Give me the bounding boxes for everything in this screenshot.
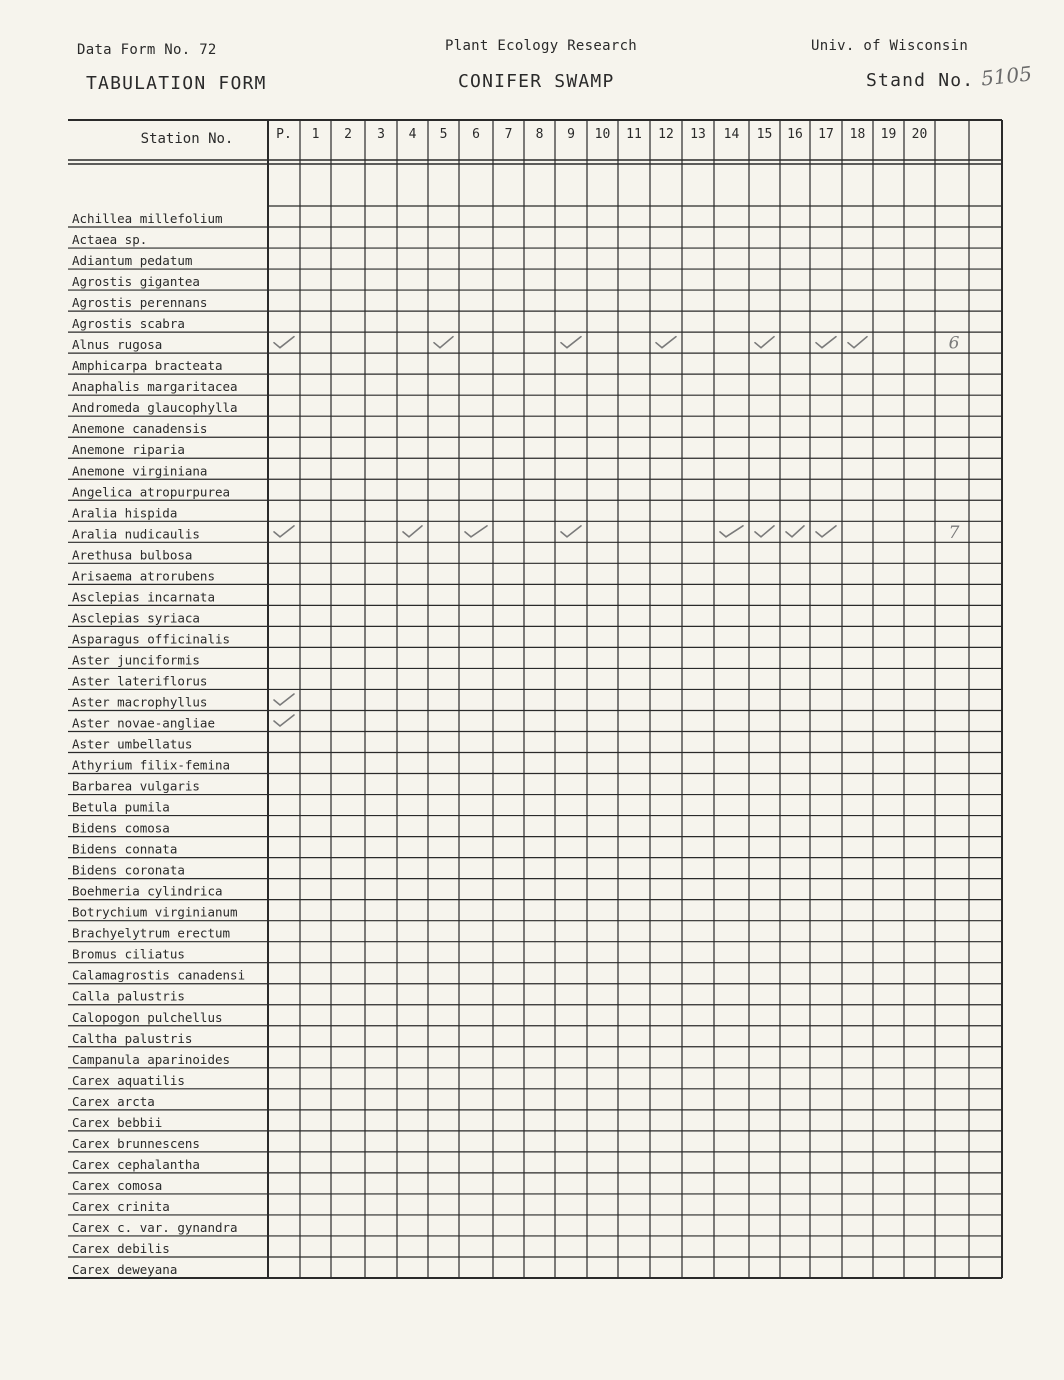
check-mark <box>465 526 487 537</box>
species-name: Campanula aparinoides <box>72 1051 231 1067</box>
species-name: Calamagrostis canadensi <box>72 967 246 983</box>
species-name: Caltha palustris <box>72 1030 193 1046</box>
station-column-label: 13 <box>690 127 706 142</box>
species-name: Arisaema atrorubens <box>72 568 215 584</box>
species-name: Athyrium filix-femina <box>72 757 231 773</box>
species-name: Agrostis perennans <box>72 295 208 311</box>
species-name: Arethusa bulbosa <box>72 547 193 563</box>
species-name: Aralia nudicaulis <box>72 526 200 542</box>
station-column-label: 5 <box>439 127 448 142</box>
species-name: Aster junciformis <box>72 652 200 668</box>
station-column-label: 9 <box>567 127 575 142</box>
stand-number-label: Stand No. <box>866 70 975 91</box>
species-name: Carex brunnescens <box>72 1135 200 1151</box>
species-name: Asparagus officinalis <box>72 631 231 647</box>
species-name: Anemone canadensis <box>72 421 208 437</box>
check-mark <box>786 526 804 537</box>
species-name: Aster umbellatus <box>72 736 193 752</box>
species-total: 7 <box>948 522 960 543</box>
form-title: TABULATION FORM <box>86 73 267 94</box>
check-mark <box>274 715 294 726</box>
station-column-label: P. <box>276 127 292 142</box>
check-mark <box>274 337 294 348</box>
station-column-label: 1 <box>311 127 320 142</box>
station-column-label: 14 <box>723 127 740 142</box>
check-mark <box>561 526 581 537</box>
species-name: Alnus rugosa <box>72 337 163 353</box>
species-name: Agrostis scabra <box>72 316 185 332</box>
check-mark <box>755 337 774 348</box>
check-mark <box>816 526 836 537</box>
community-title: CONIFER SWAMP <box>458 71 615 92</box>
station-column-label: 11 <box>626 127 642 142</box>
form-number: Data Form No. 72 <box>77 42 217 58</box>
check-mark <box>274 526 294 537</box>
station-column-label: 2 <box>344 127 352 142</box>
station-column-label: 8 <box>535 127 544 142</box>
check-mark <box>720 526 743 537</box>
station-number-header: Station No. <box>140 131 234 147</box>
check-mark <box>755 526 774 537</box>
species-name: Asclepias incarnata <box>72 589 215 605</box>
species-name: Bromus ciliatus <box>72 946 185 962</box>
species-name: Carex comosa <box>72 1177 163 1193</box>
species-name: Carex aquatilis <box>72 1072 185 1088</box>
species-name: Angelica atropurpurea <box>72 484 231 500</box>
species-name: Anaphalis margaritacea <box>72 379 238 395</box>
station-column-label: 20 <box>911 127 928 142</box>
check-mark <box>816 337 836 348</box>
species-name: Botrychium virginianum <box>72 904 238 920</box>
check-mark <box>656 337 676 348</box>
species-name: Carex arcta <box>72 1093 155 1109</box>
station-column-label: 19 <box>880 127 897 142</box>
stand-number-value: 5105 <box>979 61 1034 91</box>
species-name: Bidens comosa <box>72 820 170 836</box>
species-total: 6 <box>948 333 960 354</box>
check-mark <box>848 337 867 348</box>
species-name: Andromeda glaucophylla <box>72 400 238 416</box>
station-column-label: 3 <box>377 127 385 142</box>
station-column-label: 10 <box>594 127 611 142</box>
species-name: Bidens connata <box>72 841 178 857</box>
species-name: Actaea sp. <box>72 232 148 248</box>
station-column-label: 16 <box>787 127 803 142</box>
station-column-label: 6 <box>472 127 480 142</box>
species-name: Boehmeria cylindrica <box>72 883 223 899</box>
species-name: Carex deweyana <box>72 1262 178 1277</box>
species-name: Amphicarpa bracteata <box>72 358 223 374</box>
species-name: Carex c. var. gynandra <box>72 1219 238 1235</box>
species-name: Achillea millefolium <box>72 211 223 227</box>
species-name: Calopogon pulchellus <box>72 1009 223 1025</box>
species-name: Carex crinita <box>72 1198 170 1214</box>
species-name: Betula pumila <box>72 799 170 815</box>
species-name: Brachyelytrum erectum <box>72 925 231 941</box>
institution-label: Univ. of Wisconsin <box>811 38 969 54</box>
species-name: Anemone virginiana <box>72 463 208 479</box>
station-column-label: 7 <box>504 127 513 142</box>
species-name: Aster macrophyllus <box>72 694 208 710</box>
species-name: Anemone riparia <box>72 442 185 458</box>
check-mark <box>434 337 453 348</box>
check-mark <box>403 526 422 537</box>
species-name: Aster novae-angliae <box>72 715 215 731</box>
species-name: Aster lateriflorus <box>72 673 208 689</box>
species-name: Bidens coronata <box>72 862 185 878</box>
species-name: Adiantum pedatum <box>72 253 193 269</box>
species-name: Carex cephalantha <box>72 1156 200 1172</box>
species-name: Barbarea vulgaris <box>72 778 200 794</box>
station-column-label: 17 <box>818 127 834 142</box>
organization-label: Plant Ecology Research <box>445 38 638 54</box>
species-name: Asclepias syriaca <box>72 610 200 626</box>
station-column-label: 18 <box>849 127 866 142</box>
species-name: Aralia hispida <box>72 505 178 521</box>
species-name: Carex bebbii <box>72 1114 163 1130</box>
station-column-label: 15 <box>756 127 773 142</box>
species-name: Agrostis gigantea <box>72 274 200 290</box>
station-column-label: 12 <box>658 127 674 142</box>
check-mark <box>561 337 581 348</box>
station-column-label: 4 <box>408 127 417 142</box>
species-name: Carex debilis <box>72 1240 170 1256</box>
species-name: Calla palustris <box>72 988 185 1004</box>
check-mark <box>274 694 294 705</box>
